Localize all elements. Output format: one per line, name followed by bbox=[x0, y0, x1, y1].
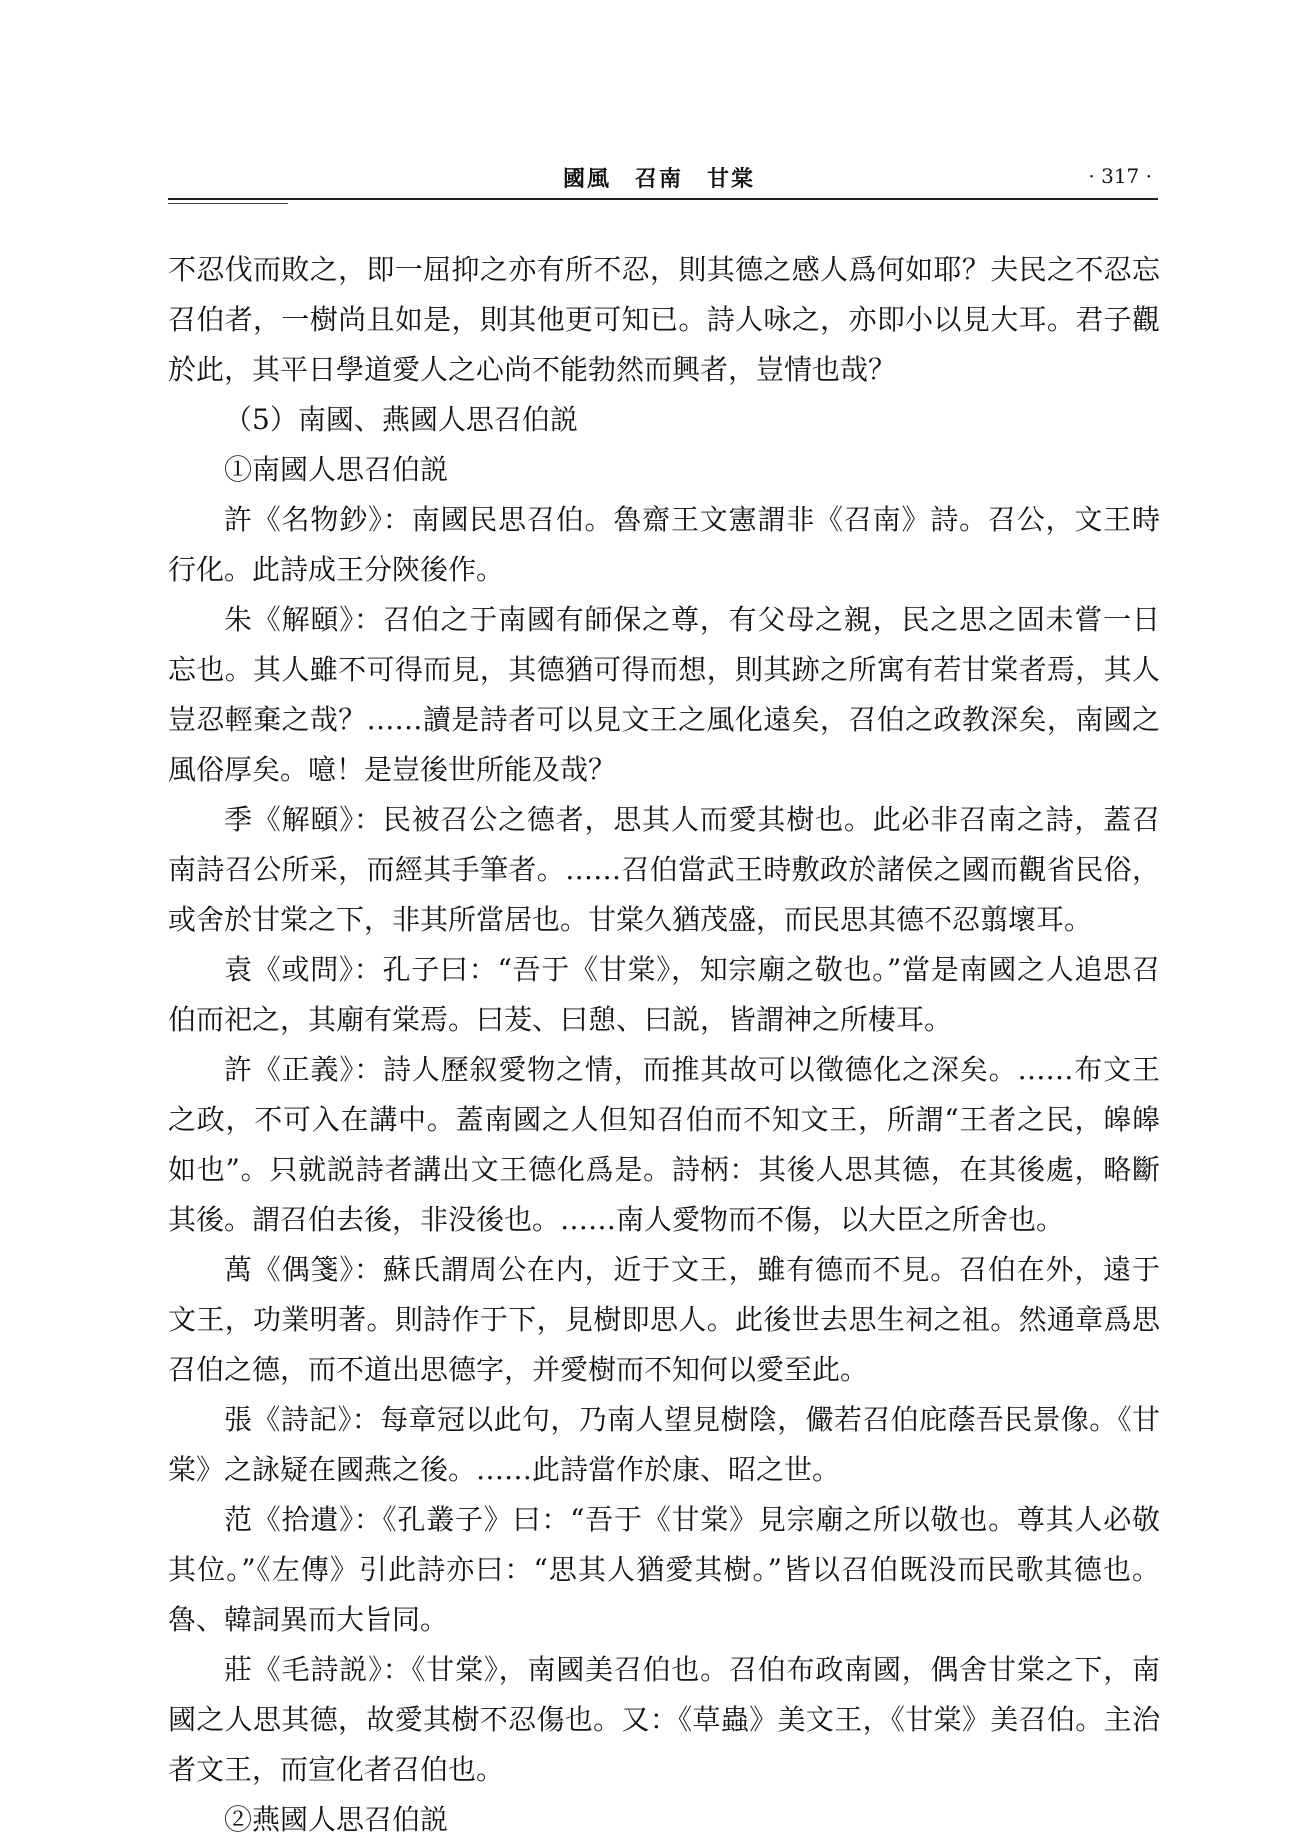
running-head-title: 國風 召南 甘棠 bbox=[563, 166, 756, 192]
paragraph: 朱《解頤》：召伯之于南國有師保之尊，有父母之親，民之思之固未嘗一日忘也。其人雖不可得而見，其德猶可得而想，則其跡之所寓有若甘棠者焉，其人豈忍輕棄之哉？……讀是詩者可以見文王之風化遠矣，召伯之政教深矣，南國之風俗厚矣。噫！是豈後世所能及哉？ bbox=[168, 603, 1160, 786]
page-number: · 317 · bbox=[1088, 164, 1152, 188]
paragraph-continued: 不忍伐而敗之，即一屈抑之亦有所不忍，則其德之感人爲何如耶？夫民之不忍忘召伯者，一樹尚且如是，則其他更可知已。詩人咏之，亦即小以見大耳。君子觀於此，其平日學道愛人之心尚不能勃然而興者，豈情也哉？ bbox=[168, 253, 1160, 386]
section-heading: （5）南國、燕國人思召伯説 bbox=[224, 403, 578, 436]
header-rule bbox=[168, 198, 1158, 200]
paragraph: 許《正義》：詩人歷叙愛物之情，而推其故可以徵德化之深矣。……布文王之政，不可入在講中。蓋南國之人但知召伯而不知文王，所謂“王者之民，皞皞如也”。只就説詩者講出文王德化爲是。詩柄：其後人思其德，在其後處，略斷其後。謂召伯去後，非没後也。……南人愛物而不傷，以大臣之所舍也。 bbox=[168, 1053, 1160, 1236]
paragraph: 萬《偶箋》：蘇氏謂周公在内，近于文王，雖有德而不見。召伯在外，遠于文王，功業明著。則詩作于下，見樹即思人。此後世去思生祠之祖。然通章爲思召伯之德，而不道出思德字，并愛樹而不知何以愛至此。 bbox=[168, 1253, 1160, 1386]
paragraph: 莊《毛詩説》：《甘棠》，南國美召伯也。召伯布政南國，偶舍甘棠之下，南國之人思其德，故愛其樹不忍傷也。又：《草蟲》美文王，《甘棠》美召伯。主治者文王，而宣化者召伯也。 bbox=[168, 1653, 1160, 1786]
paragraph: 季《解頤》：民被召公之德者，思其人而愛其樹也。此必非召南之詩，蓋召南詩召公所采，而經其手筆者。……召伯當武王時敷政於諸侯之國而觀省民俗，或舍於甘棠之下，非其所當居也。甘棠久猶茂盛，而民思其德不忍翦壞耳。 bbox=[168, 803, 1160, 936]
header-rule-left-accent bbox=[168, 203, 288, 204]
paragraph: 張《詩記》：每章冠以此句，乃南人望見樹陰，儼若召伯庇蔭吾民景像。《甘棠》之詠疑在國燕之後。……此詩當作於康、昭之世。 bbox=[168, 1403, 1160, 1486]
paragraph: 袁《或問》：孔子曰：“吾于《甘棠》，知宗廟之敬也。”當是南國之人追思召伯而祀之，其廟有棠焉。曰茇、曰憩、曰説，皆謂神之所棲耳。 bbox=[168, 953, 1160, 1036]
running-header bbox=[168, 162, 1158, 202]
subsection-heading: ②燕國人思召伯説 bbox=[224, 1803, 449, 1836]
paragraph: 許《名物鈔》：南國民思召伯。魯齋王文憲謂非《召南》詩。召公，文王時行化。此詩成王分陝後作。 bbox=[168, 503, 1160, 586]
subsection-heading: ①南國人思召伯説 bbox=[224, 453, 449, 486]
paragraph: 范《拾遺》：《孔叢子》曰：“吾于《甘棠》見宗廟之所以敬也。尊其人必敬其位。”《左傳》引此詩亦曰：“思其人猶愛其樹。”皆以召伯既没而民歌其德也。魯、韓詞異而大旨同。 bbox=[168, 1503, 1160, 1636]
page-body bbox=[168, 245, 1160, 1845]
